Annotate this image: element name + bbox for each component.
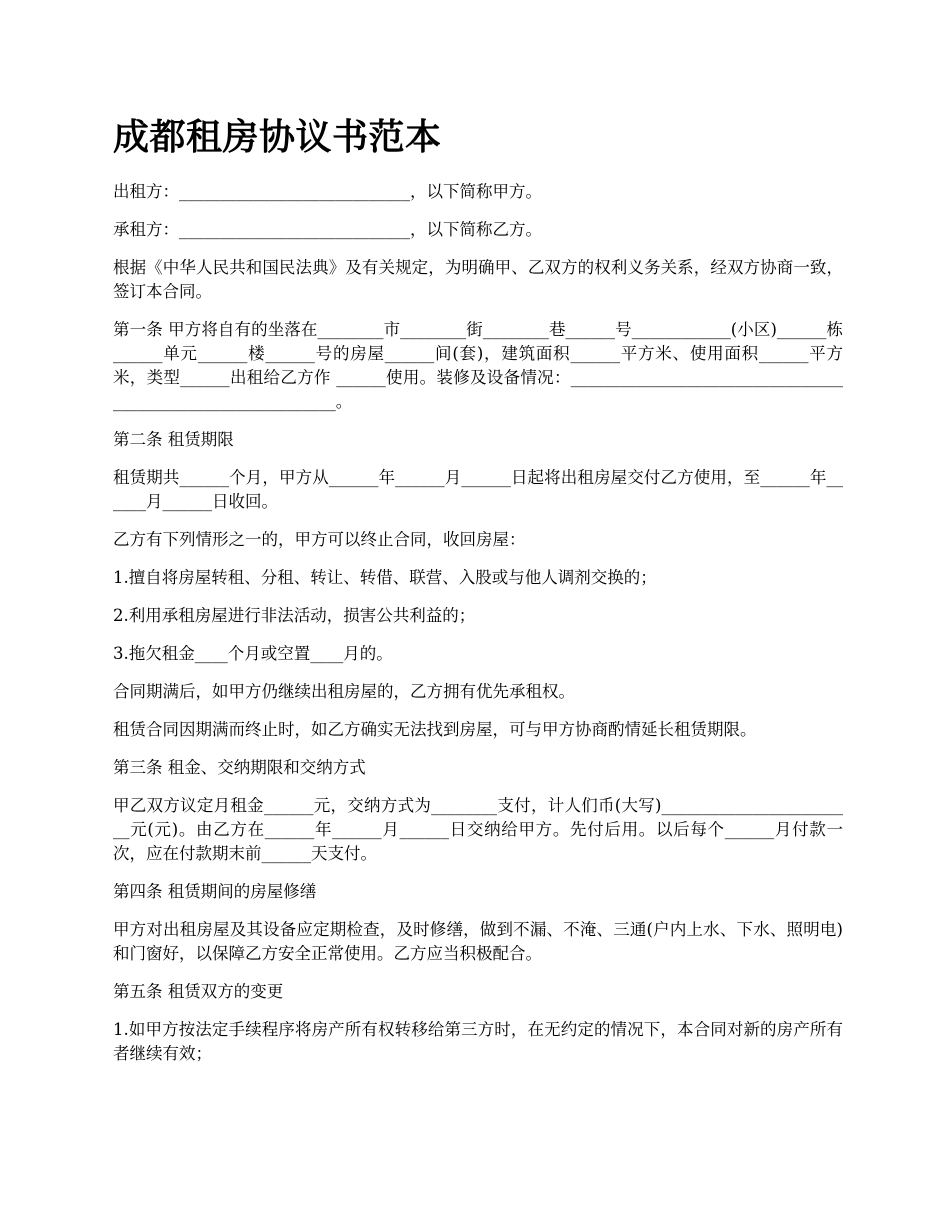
- rent-payment-paragraph: 甲乙双方议定月租金______元，交纳方式为________支付，计人们币(大写)________________________元(元)。由乙方在______年______月______日交纳给甲方。先付后用。以后每个______月付款一次，应在付款期末前______天支付。: [113, 796, 843, 863]
- lessor-line: 出租方：____________________________，以下简称甲方。: [113, 182, 542, 201]
- lessee-line: 承租方：____________________________，以下简称乙方。: [113, 220, 542, 239]
- article-4-heading: 第四条 租赁期间的房屋修缮: [113, 882, 317, 901]
- change-item-1: 1.如甲方按法定手续程序将房产所有权转移给第三方时，在无约定的情况下，本合同对新的房产所有者继续有效；: [113, 1020, 843, 1063]
- article-1-paragraph: 第一条 甲方将自有的坐落在________市________街________巷______号____________(小区)______栋______单元______楼______号的房屋______间(套)，建筑面积______平方米、使用面积______平方米，类型______出租给乙方作 ______使用。装修及设备情况：____________________________________________________________。: [113, 320, 843, 411]
- article-2-heading: 第二条 租赁期限: [113, 430, 234, 449]
- termination-item-1: 1.擅自将房屋转租、分租、转让、转借、联营、入股或与他人调剂交换的；: [113, 568, 657, 587]
- termination-intro: 乙方有下列情形之一的，甲方可以终止合同，收回房屋：: [113, 530, 526, 549]
- lease-term-paragraph: 租赁期共______个月，甲方从______年______月______日起将出租房屋交付乙方使用，至______年______月______日收回。: [113, 468, 843, 511]
- document-body: [113, 180, 843, 1080]
- document-title: 成都租房协议书范本: [113, 116, 442, 158]
- renewal-priority-paragraph: 合同期满后，如甲方仍继续出租房屋的，乙方拥有优先承租权。: [113, 682, 575, 701]
- repair-paragraph: 甲方对出租房屋及其设备应定期检查，及时修缮，做到不漏、不淹、三通(户内上水、下水、照明电)和门窗好，以保障乙方安全正常使用。乙方应当积极配合。: [113, 920, 843, 963]
- article-3-heading: 第三条 租金、交纳期限和交纳方式: [113, 758, 366, 777]
- preamble-paragraph: 根据《中华人民共和国民法典》及有关规定，为明确甲、乙双方的权利义务关系，经双方协商一致，签订本合同。: [113, 258, 843, 301]
- article-5-heading: 第五条 租赁双方的变更: [113, 982, 284, 1001]
- extension-paragraph: 租赁合同因期满而终止时，如乙方确实无法找到房屋，可与甲方协商酌情延长租赁期限。: [113, 720, 757, 739]
- termination-item-2: 2.利用承租房屋进行非法活动，损害公共利益的；: [113, 606, 476, 625]
- termination-item-3: 3.拖欠租金____个月或空置____月的。: [113, 644, 393, 663]
